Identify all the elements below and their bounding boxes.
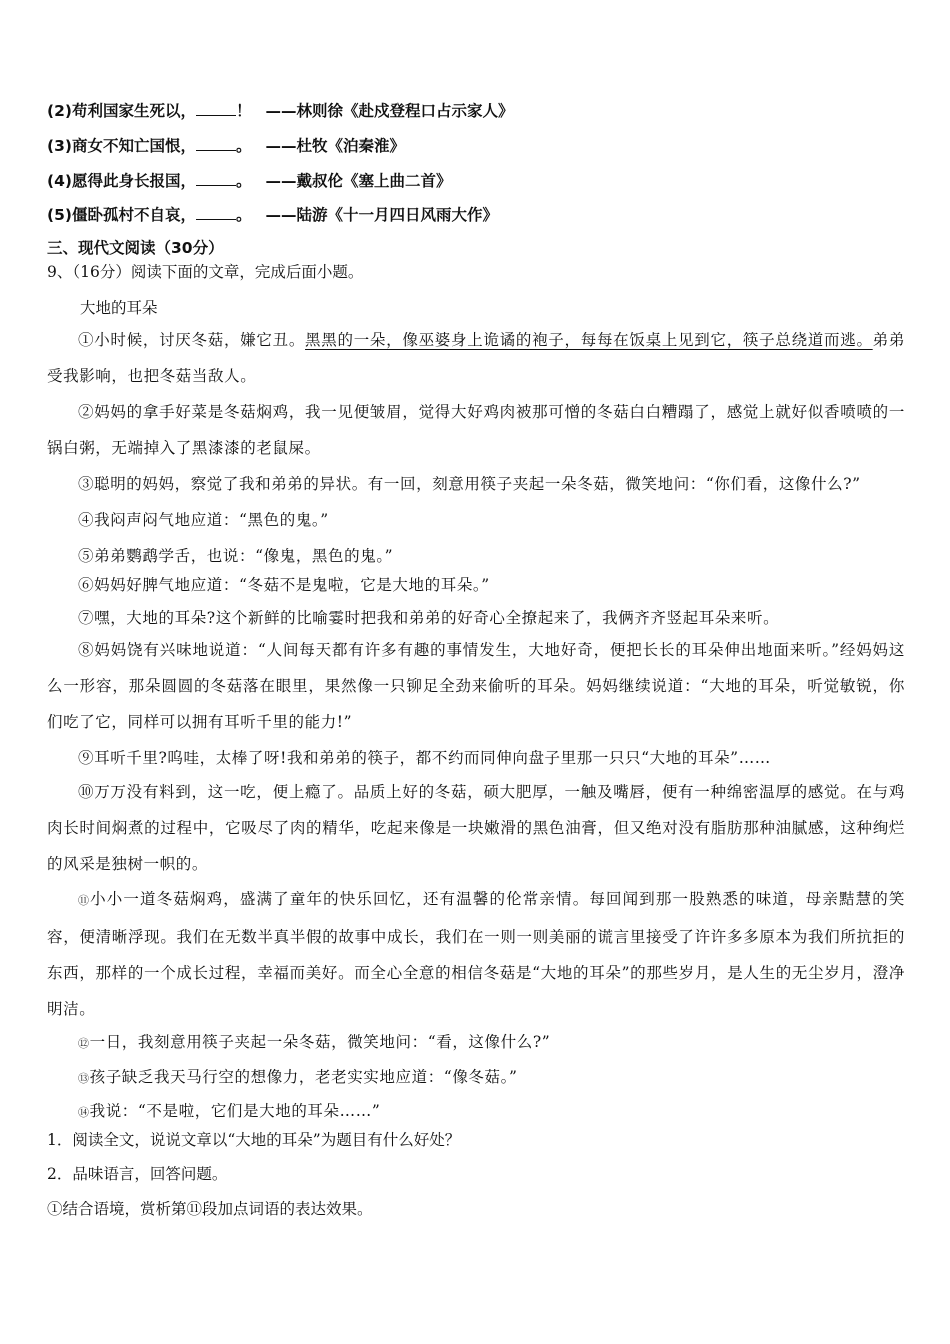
poem-number: (5): [47, 206, 72, 224]
paragraph-2: ②妈妈的拿手好菜是冬菇焖鸡，我一见便皱眉，觉得大好鸡肉被那可憎的冬菇白白糟蹋了，感觉上就好似香喷喷的一锅白粥，无端掉入了黑漆漆的老鼠屎。: [47, 403, 905, 457]
poem-line-3: [47, 134, 405, 157]
paragraph-4: ④我闷声闷气地应道：“黑色的鬼。”: [78, 511, 329, 529]
poem-text: 商女不知亡国恨，: [71, 137, 196, 155]
poem-source: ——戴叔伦《塞上曲二首》: [265, 172, 452, 190]
paragraph-5: ⑤弟弟鹦鹉学舌，也说：“像鬼，黑色的鬼。”: [78, 547, 394, 565]
paragraph-1-start: ①小时候，讨厌冬菇，嫌它丑。: [78, 331, 306, 349]
poem-line-2: [47, 99, 514, 122]
poem-text: 苟利国家生死以，: [71, 102, 196, 120]
poem-punct: 。: [235, 137, 252, 155]
question-1: 1．阅读全文，说说文章以“大地的耳朵”为题目有什么好处？: [47, 1131, 461, 1149]
poem-source: ——陆游《十一月四日风雨大作》: [265, 206, 498, 224]
answer-blank[interactable]: [196, 134, 236, 151]
paragraph-9: ⑨耳听千里?呜哇，太棒了呀!我和弟弟的筷子，都不约而同伸向盘子里那一只只“大地的耳朵”……: [78, 749, 771, 767]
paragraph-10: ⑩万万没有料到，这一吃，便上瘾了。品质上好的冬菇，硕大肥厚，一触及嘴唇，便有一种绵密温厚的感觉。在与鸡肉长时间焖煮的过程中，它吸尽了肉的精华，吃起来像是一块嫩滑的黑色油膏，但又绝对没有脂肪那种油腻感，这种绚烂的风采是独树一帜的。: [47, 783, 905, 873]
poem-number: (4): [47, 172, 72, 190]
paragraph-1-end: 弟弟受我影响，也把冬菇当敌人。: [47, 331, 905, 385]
paragraph-14: [47, 1093, 905, 1131]
answer-blank[interactable]: [196, 99, 236, 116]
underlined-sentence: 黑黑的一朵，像巫婆身上诡谲的袍子，每每在饭桌上见到它，筷子总绕道而逃。: [305, 331, 873, 349]
paragraph-number: ⑭: [78, 1106, 90, 1119]
answer-blank[interactable]: [196, 203, 236, 220]
article-title: 大地的耳朵: [80, 299, 158, 317]
paragraph-3: ③聪明的妈妈，察觉了我和弟弟的异状。有一回，刻意用筷子夹起一朵冬菇，微笑地问：“你们看，这像什么?”: [78, 475, 861, 493]
poem-punct: ！: [235, 102, 252, 120]
poem-text: 僵卧孤村不自哀，: [71, 206, 196, 224]
poem-number: (3): [47, 137, 72, 155]
paragraph-number: ⑬: [78, 1072, 90, 1085]
question-2: 2．品味语言，回答问题。: [47, 1165, 228, 1183]
paragraph-14-text: 我说：“不是啦，它们是大地的耳朵……”: [89, 1102, 381, 1120]
poem-line-5: [47, 203, 498, 226]
paragraph-7: ⑦嘿，大地的耳朵?这个新鲜的比喻霎时把我和弟弟的好奇心全撩起来了，我俩齐齐竖起耳朵来听。: [78, 609, 780, 627]
poem-source: ——林则徐《赴戍登程口占示家人》: [265, 102, 514, 120]
paragraph-12: [47, 1024, 905, 1062]
paragraph-number: ⑪: [78, 894, 91, 907]
poem-number: (2): [47, 102, 72, 120]
paragraph-8: ⑧妈妈饶有兴味地说道：“人间每天都有许多有趣的事情发生，大地好奇，便把长长的耳朵伸出地面来听。”经妈妈这么一形容，那朵圆圆的冬菇落在眼里，果然像一只铆足全劲来偷听的耳朵。妈妈继续说道：“大地的耳朵，听觉敏锐，你们吃了它，同样可以拥有耳听千里的能力!”: [47, 641, 905, 731]
question-2-sub-1: ①结合语境，赏析第⑪段加点词语的表达效果。: [47, 1200, 373, 1218]
poem-line-4: [47, 169, 452, 192]
paragraph-11: [47, 881, 905, 1027]
paragraph-13-text: 孩子缺乏我天马行空的想像力，老老实实地应道：“像冬菇。”: [89, 1068, 518, 1086]
paragraph-1: [47, 322, 905, 394]
paragraph-12-text: 一日，我刻意用筷子夹起一朵冬菇，微笑地问：“看，这像什么?”: [89, 1033, 551, 1051]
poem-text: 愿得此身长报国，: [71, 172, 196, 190]
poem-punct: 。: [235, 206, 252, 224]
poem-punct: 。: [235, 172, 252, 190]
question-intro: 9、（16分）阅读下面的文章，完成后面小题。: [47, 263, 364, 281]
paragraph-6: ⑥妈妈好脾气地应道：“冬菇不是鬼啦，它是大地的耳朵。”: [78, 576, 490, 594]
paragraph-number: ⑫: [78, 1037, 90, 1050]
section-heading: 三、现代文阅读（30分）: [47, 239, 224, 257]
paragraph-13: [47, 1059, 905, 1097]
poem-source: ——杜牧《泊秦淮》: [265, 137, 405, 155]
answer-blank[interactable]: [196, 169, 236, 186]
paragraph-11-text: 小小一道冬菇焖鸡，盛满了童年的快乐回忆，还有温馨的伦常亲情。每回闻到那一股熟悉的味道，母亲黠慧的笑容，便清晰浮现。我们在无数半真半假的故事中成长，我们在一则一则美丽的谎言里接受了许许多多原本为我们所抗拒的东西，那样的一个成长过程，幸福而美好。而全心全意的相信冬菇是“大地的耳朵”的那些岁月，是人生的无尘岁月，澄净明洁。: [47, 890, 905, 1018]
